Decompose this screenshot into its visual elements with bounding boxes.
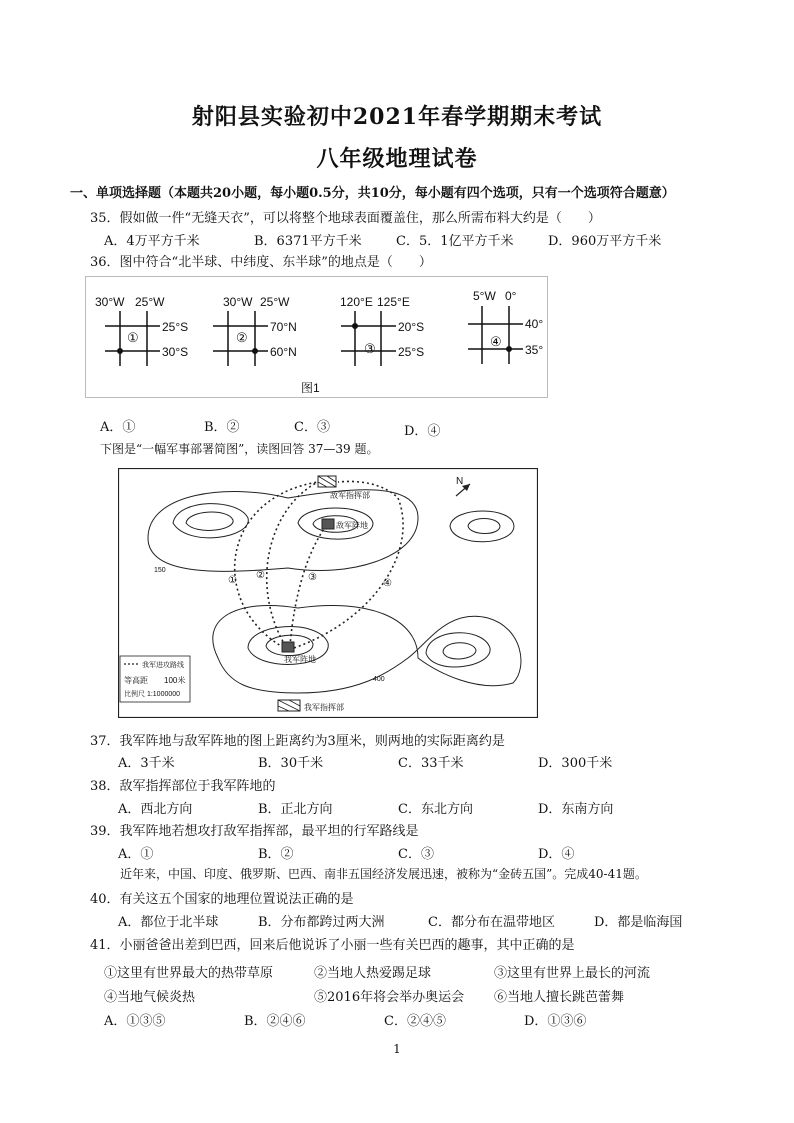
grid-4-lat1: 40° [525,317,544,331]
our-hq-label: 我军指挥部 [304,703,344,712]
q35-stem: 35．假如做一件“无缝天衣”，可以将整个地球表面覆盖住，那么所需布料大约是（ ） [90,211,601,226]
route-3-label: ③ [308,572,317,583]
q38-option-c[interactable]: C．东北方向 [398,802,473,817]
q41-item-2: ②当地人热爱踢足球 [314,966,432,981]
grid-4-lon2: 0° [505,289,517,303]
q39-option-b[interactable]: B．② [258,847,294,862]
grid-1-point [118,349,123,354]
q35-option-c[interactable]: C．5．1亿平方千米 [396,234,514,249]
page-number: 1 [393,1042,401,1056]
q41-option-c[interactable]: C．②④⑤ [384,1014,446,1029]
legend-route-label: 我军进攻路线 [142,662,184,669]
enemy-hq-label: 敌军指挥部 [330,491,370,500]
contour-label-150: 150 [154,567,166,574]
north-label: N [456,476,464,487]
q40-option-d[interactable]: D．都是临海国 [594,915,683,930]
figure-1-grids [85,276,548,398]
grid-3-lon2: 125°E [377,295,410,309]
q41-item-6: ⑥当地人擅长跳芭蕾舞 [494,990,625,1005]
q41-item-1: ①这里有世界最大的热带草原 [104,966,274,981]
q41-option-a[interactable]: A．①③⑤ [104,1014,166,1029]
q35-option-a[interactable]: A．4万平方千米 [104,234,200,249]
grid-2-marker: ② [236,330,248,345]
contour-label-400: 400 [373,676,385,683]
our-position-label: 我军阵地 [284,655,316,664]
grid-2-lon1: 30°W [223,295,253,309]
q37-option-a[interactable]: A．3千米 [118,756,175,771]
q39-option-c[interactable]: C．③ [398,847,434,862]
enemy-position-marker [322,519,334,529]
grid-2-lon2: 25°W [260,295,290,309]
enemy-position-label: 敌军阵地 [336,521,368,530]
grid-4-point [507,347,512,352]
q41-stem: 41．小丽爸爸出差到巴西，回来后他说诉了小丽一些有关巴西的趣事，其中正确的是 [90,938,575,953]
q38-option-a[interactable]: A．西北方向 [118,802,193,817]
q41-option-b[interactable]: B．②④⑥ [244,1014,306,1029]
intro-40-41: 近年来，中国、印度、俄罗斯、巴西、南非五国经济发展迅速，被称为“金砖五国”。完成40-41题。 [120,867,647,881]
q36-option-b[interactable]: B．② [204,420,240,435]
legend-scale: 比例尺 1:1000000 [124,691,181,698]
q35-option-d[interactable]: D．960万平方千米 [548,234,662,249]
grid-3-lon1: 120°E [340,295,373,309]
section-heading: 一、单项选择题（本题共20小题，每小题0.5分，共10分，每小题有四个选项，只有一个选项符合题意） [70,186,675,201]
route-2-label: ② [256,570,265,581]
q41-option-d[interactable]: D．①③⑥ [524,1014,587,1029]
grid-1-marker: ① [127,330,139,345]
q39-option-a[interactable]: A．① [118,847,154,862]
q36-option-c[interactable]: C．③ [294,420,330,435]
grid-3-point [353,324,358,329]
q35-option-b[interactable]: B．6371平方千米 [254,234,362,249]
map-intro: 下图是“一幅军事部署简图”，读图回答 37—39 题。 [100,442,379,456]
q41-item-3: ③这里有世界上最长的河流 [494,966,651,981]
grid-1-lat1: 25°S [162,320,189,334]
grid-4-lon1: 5°W [473,289,496,303]
legend-contour-interval: 等高距 100米 [124,676,186,685]
grid-1-lat2: 30°S [162,345,189,359]
our-position-marker [282,642,294,652]
q36-option-a[interactable]: A．① [100,420,136,435]
q36-stem: 36．图中符合“北半球、中纬度、东半球”的地点是（ ） [90,255,432,270]
q38-stem: 38．敌军指挥部位于我军阵地的 [90,779,276,794]
page-title: 射阳县实验初中2021年春学期期末考试 [191,104,603,130]
q40-option-a[interactable]: A．都位于北半球 [118,915,219,930]
page-subtitle: 八年级地理试卷 [316,146,478,172]
route-1-label: ① [228,575,237,586]
q36-option-d[interactable]: D．④ [404,424,441,439]
q41-item-5: ⑤2016年将会举办奥运会 [314,990,465,1005]
q40-option-b[interactable]: B．分布都跨过两大洲 [258,915,385,930]
q40-stem: 40．有关这五个国家的地理位置说法正确的是 [90,892,354,907]
grid-2-lat1: 70°N [270,320,297,334]
military-map [118,468,538,718]
grid-1-lon2: 25°W [135,295,165,309]
grid-2-point [253,349,258,354]
q40-option-c[interactable]: C．都分布在温带地区 [428,915,555,930]
figure-1-caption: 图1 [301,381,320,395]
grid-2-lat2: 60°N [270,345,297,359]
grid-3-lat1: 20°S [398,320,425,334]
q39-option-d[interactable]: D．④ [538,847,575,862]
grid-4-lat2: 35° [525,343,544,357]
q38-option-b[interactable]: B．正北方向 [258,802,333,817]
grid-3-lat2: 25°S [398,345,425,359]
q39-stem: 39．我军阵地若想攻打敌军指挥部，最平坦的行军路线是 [90,824,419,839]
q41-item-4: ④当地气候炎热 [104,990,196,1005]
q37-option-b[interactable]: B．30千米 [258,756,324,771]
grid-4-marker: ④ [490,334,502,349]
q37-stem: 37．我军阵地与敌军阵地的图上距离约为3厘米，则两地的实际距离约是 [90,734,505,749]
q38-option-d[interactable]: D．东南方向 [538,802,614,817]
q37-option-c[interactable]: C．33千米 [398,756,464,771]
route-4-label: ④ [383,578,392,589]
grid-1-lon1: 30°W [95,295,125,309]
q37-option-d[interactable]: D．300千米 [538,756,613,771]
grid-3-marker: ③ [364,341,376,356]
